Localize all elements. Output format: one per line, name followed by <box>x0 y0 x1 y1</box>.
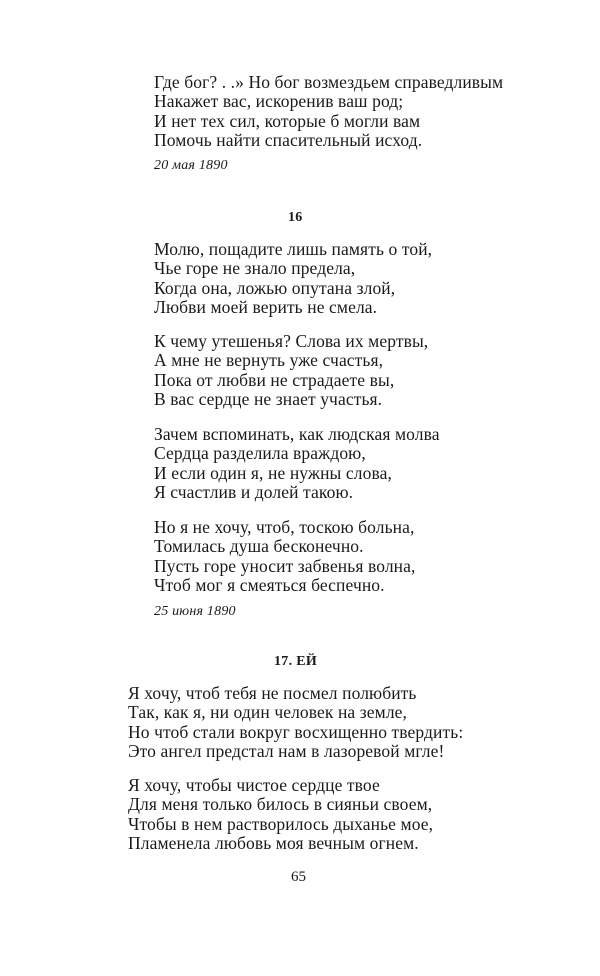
poem-line: Для меня только билось в сияньи своем, <box>128 794 433 815</box>
poem-16-date: 25 июня 1890 <box>154 604 236 619</box>
poem-line: Чтоб мог я смеяться беспечно. <box>154 574 385 595</box>
poem-16-stanza-2 <box>154 332 428 409</box>
poem-17-heading: 17. ЕЙ <box>274 654 318 669</box>
poem-line: Помочь найти спасительный исход. <box>154 129 423 150</box>
poem-line: Я хочу, чтобы чистое сердце твое <box>128 775 380 795</box>
page-number: 65 <box>291 869 306 885</box>
poem-line: Пока от любви не страдаете вы, <box>154 369 395 390</box>
poem-line: Когда она, ложью опутана злой, <box>154 277 396 298</box>
poem-line: Чье горе не знало предела, <box>154 258 356 279</box>
poem-line: А мне не вернуть уже счастья, <box>154 350 384 371</box>
poem-line: Так, как я, ни один человек на земле, <box>128 702 408 723</box>
poem-line: Это ангел предстал нам в лазоревой мгле! <box>128 740 445 761</box>
poem-16-stanza-1 <box>154 240 432 317</box>
poem-line: К чему утешенья? Слова их мертвы, <box>154 331 429 351</box>
poem-line: Пусть горе уносит забвенья волна, <box>154 555 416 576</box>
poem-line: Сердца разделила враждою, <box>154 443 366 464</box>
poem-line: И нет тех сил, которые б могли вам <box>154 110 421 131</box>
poem-16-stanza-4 <box>154 518 416 595</box>
poem-line: Молю, пощадите лишь память о той, <box>154 239 433 259</box>
poem-line: Любви моей верить не смела. <box>154 296 378 317</box>
poem-line: Чтобы в нем растворилось дыханье мое, <box>128 813 434 834</box>
poem-line: Но чтоб стали вокруг восхищенно твердить: <box>128 721 464 742</box>
poem-16-heading: 16 <box>288 210 303 225</box>
poem-15-stanza <box>154 73 503 150</box>
poem-line: И если один я, не нужны слова, <box>154 462 392 483</box>
poem-15-date: 20 мая 1890 <box>154 158 228 173</box>
poem-line: Зачем вспоминать, как людская молва <box>154 424 440 444</box>
poem-line: Томилась душа бесконечно. <box>154 536 364 557</box>
poem-line: Я счастлив и долей такою. <box>154 481 354 502</box>
poem-17-stanza-1 <box>128 684 463 761</box>
poem-line: Где бог? . .» Но бог возмездьем справедливым <box>154 72 504 92</box>
poem-line: Накажет вас, искоренив ваш род; <box>154 91 404 112</box>
poem-17-stanza-2 <box>128 776 433 853</box>
poem-16-stanza-3 <box>154 425 440 502</box>
poem-line: В вас сердце не знает участья. <box>154 388 383 409</box>
poem-line: Но я не хочу, чтоб, тоскою больна, <box>154 517 415 537</box>
poem-line: Пламенела любовь моя вечным огнем. <box>128 832 419 853</box>
poem-line: Я хочу, чтоб тебя не посмел полюбить <box>128 683 417 703</box>
